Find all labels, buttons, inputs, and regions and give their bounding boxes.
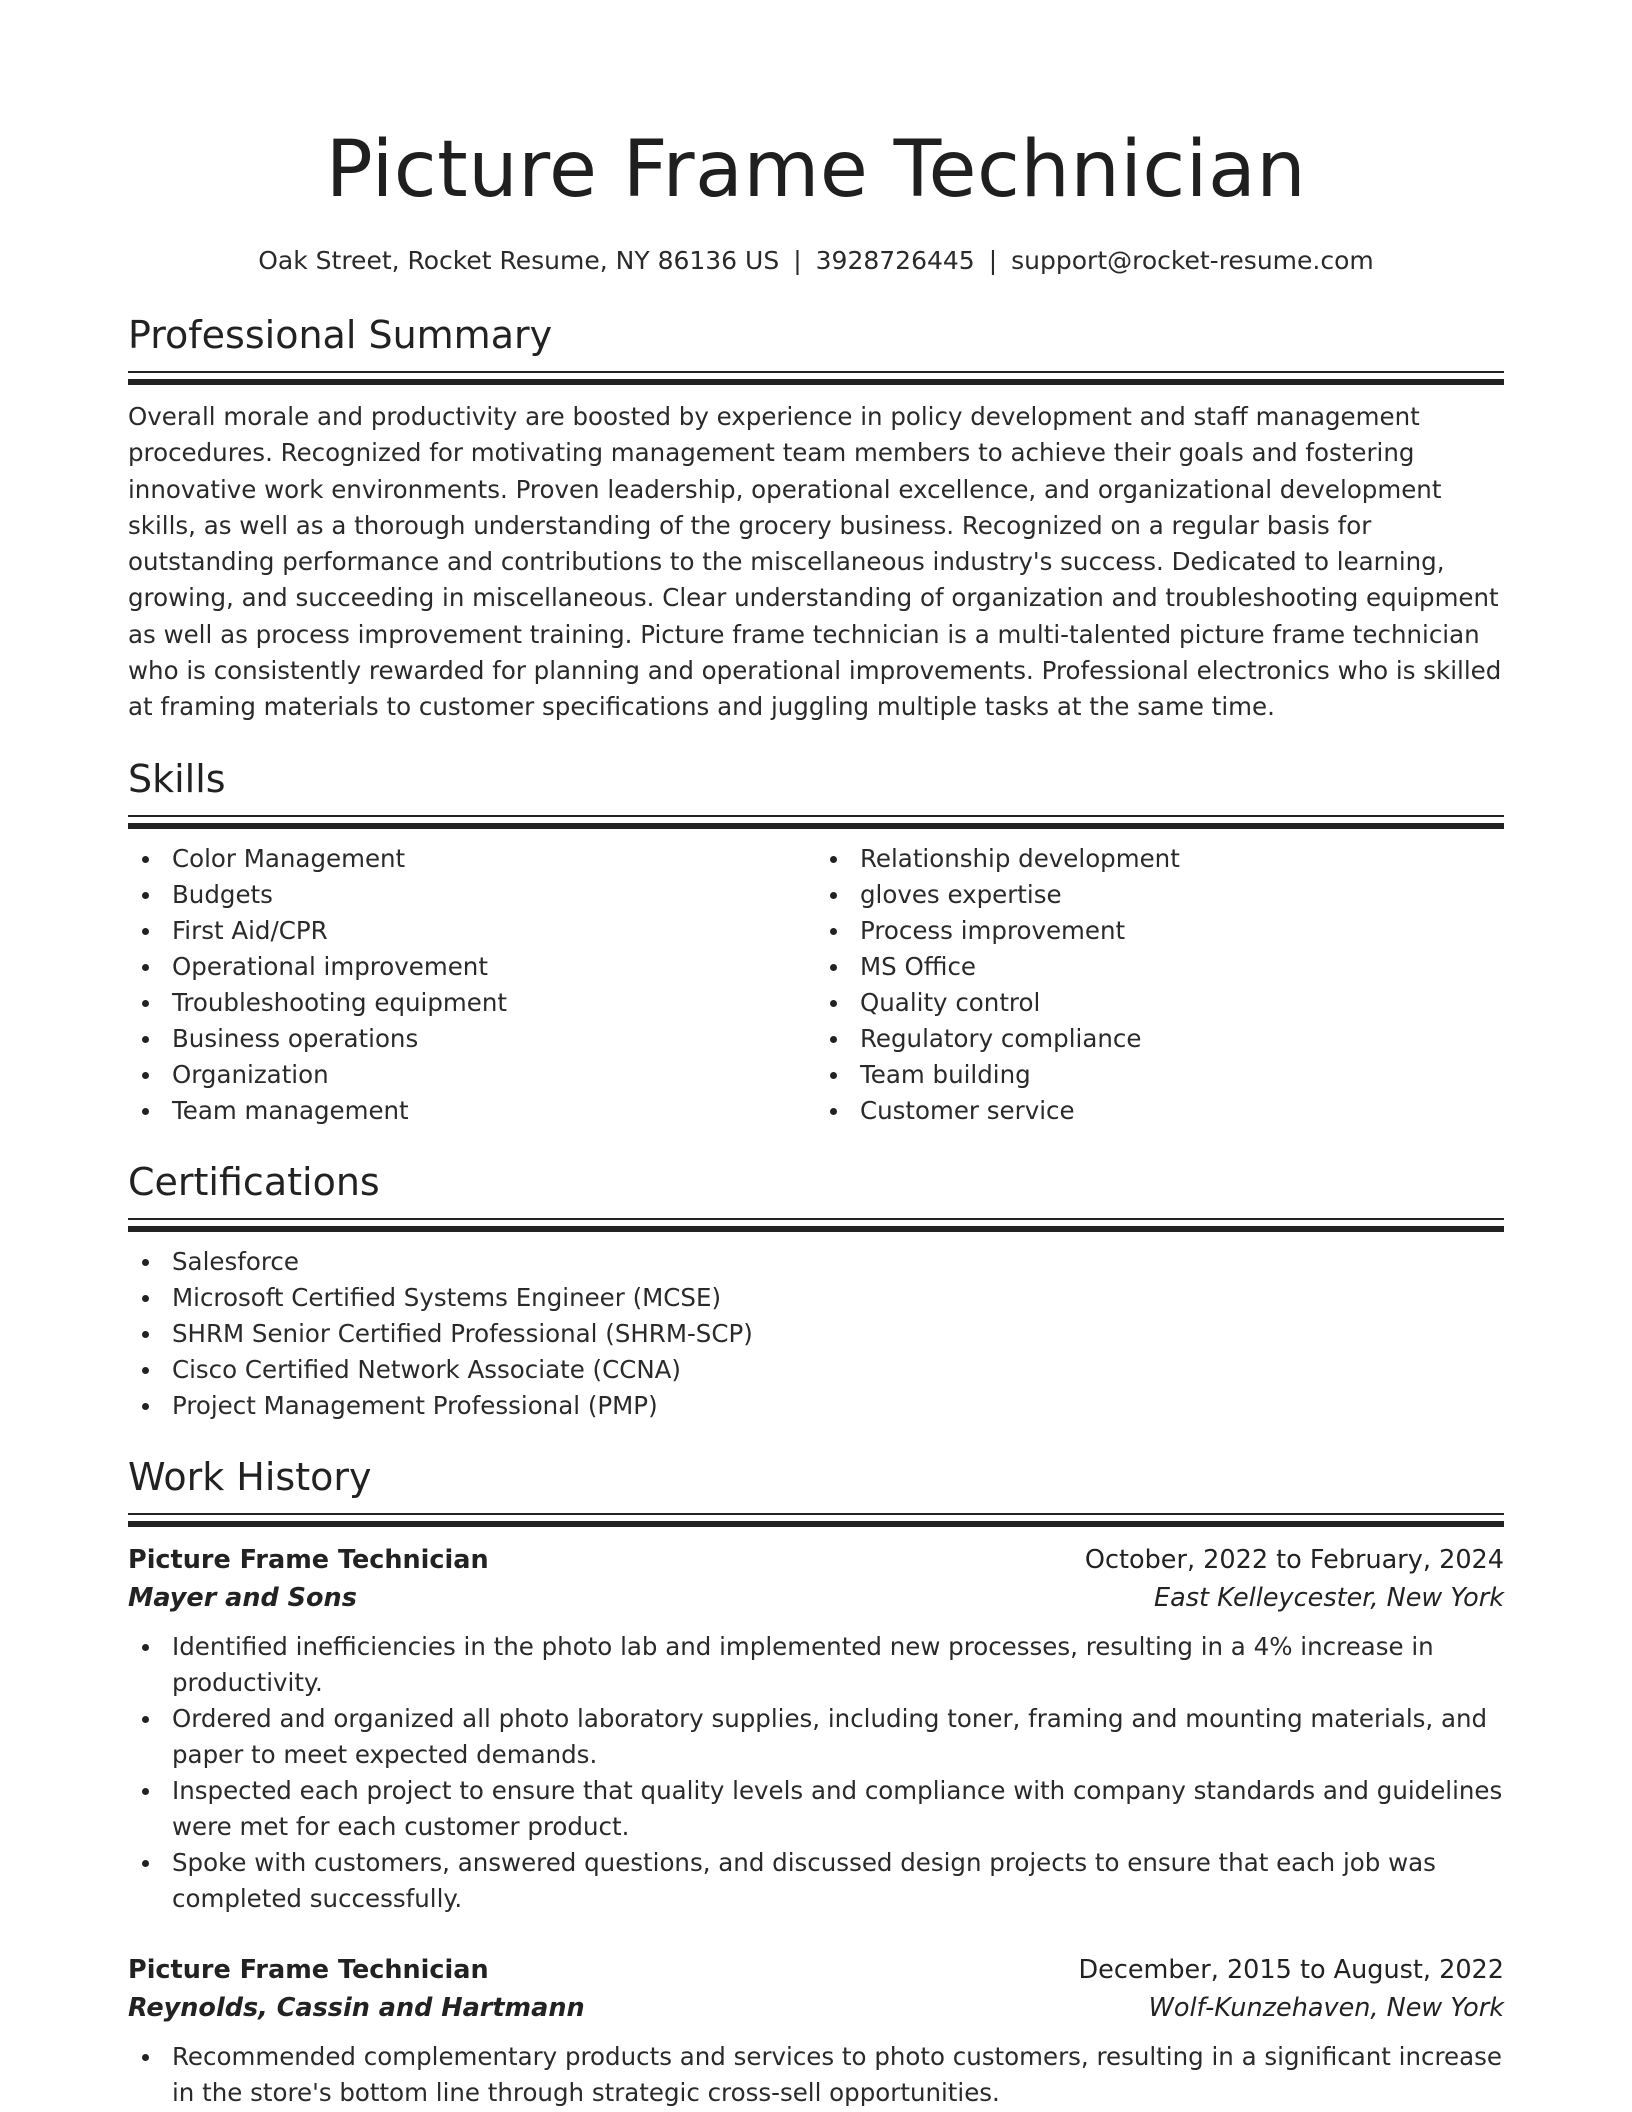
job-header-row <box>128 1541 1504 1579</box>
skill-item: Customer service <box>860 1093 1504 1129</box>
skill-item: First Aid/CPR <box>172 913 816 949</box>
skill-item: Color Management <box>172 841 816 877</box>
certification-item: Microsoft Certified Systems Engineer (MCSE) <box>172 1280 1504 1316</box>
job-bullet: Identified inefficiencies in the photo lab and implemented new processes, resulting in a 4% increase in productivity. <box>172 1629 1504 1701</box>
skill-item: Quality control <box>860 985 1504 1021</box>
job-entry <box>128 1951 1504 2111</box>
skill-item: Budgets <box>172 877 816 913</box>
resume-page <box>128 0 1504 2111</box>
job-subheader-row <box>128 1579 1504 1617</box>
contact-email: support@rocket-resume.com <box>1011 246 1374 275</box>
certifications-list <box>128 1244 1504 1424</box>
certifications-section <box>128 1157 1504 1424</box>
skill-item: Relationship development <box>860 841 1504 877</box>
job-dates: October, 2022 to February, 2024 <box>1084 1544 1504 1575</box>
contact-separator: | <box>793 246 802 275</box>
skill-item: Business operations <box>172 1021 816 1057</box>
skill-item: Regulatory compliance <box>860 1021 1504 1057</box>
job-location: Wolf-Kunzehaven, New York <box>1148 1992 1504 2023</box>
job-bullet: Ordered and organized all photo laboratory supplies, including toner, framing and mounting materials, and paper to meet expected demands. <box>172 1701 1504 1773</box>
section-divider <box>128 1218 1504 1232</box>
section-divider <box>128 815 1504 829</box>
skill-item: Operational improvement <box>172 949 816 985</box>
job-bullet-list <box>128 2039 1504 2111</box>
job-entry <box>128 1541 1504 1917</box>
skills-list-left <box>128 841 816 1129</box>
certification-item: Cisco Certified Network Associate (CCNA) <box>172 1352 1504 1388</box>
job-company: Mayer and Sons <box>128 1582 357 1613</box>
work-history-section <box>128 1452 1504 2111</box>
job-subheader-row <box>128 1989 1504 2027</box>
section-title-skills: Skills <box>128 756 226 801</box>
job-title: Picture Frame Technician <box>128 1544 489 1575</box>
resume-name: Picture Frame Technician <box>325 125 1307 215</box>
skill-item: Team building <box>860 1057 1504 1093</box>
skill-item: gloves expertise <box>860 877 1504 913</box>
section-title-work-history: Work History <box>128 1454 372 1499</box>
section-title-summary: Professional Summary <box>128 313 553 357</box>
contact-line <box>128 244 1504 278</box>
contact-address: Oak Street, Rocket Resume, NY 86136 US <box>258 246 780 275</box>
job-title: Picture Frame Technician <box>128 1954 489 1985</box>
job-location: East Kelleycester, New York <box>1154 1582 1504 1613</box>
section-divider <box>128 1513 1504 1527</box>
job-dates: December, 2015 to August, 2022 <box>1078 1954 1504 1985</box>
job-bullet: Recommended complementary products and services to photo customers, resulting in a significant increase in the store's bottom line through strategic cross-sell opportunities. <box>172 2039 1504 2111</box>
section-divider <box>128 371 1504 385</box>
certification-item: SHRM Senior Certified Professional (SHRM-SCP) <box>172 1316 1504 1352</box>
skills-list-right <box>816 841 1504 1129</box>
skill-item: Process improvement <box>860 913 1504 949</box>
skills-columns <box>128 841 1504 1129</box>
job-header-row <box>128 1951 1504 1989</box>
skill-item: Team management <box>172 1093 816 1129</box>
contact-phone: 3928726445 <box>815 246 975 275</box>
summary-text: Overall morale and productivity are boosted by experience in policy development and staff management procedures. Recognized for motivating management team members to achieve their goals and fostering innovative work environments. Proven leadership, operational excellence, and organizational development skills, as well as a thorough understanding of the grocery business. Recognized on a regular basis for outstanding performance and contributions to the miscellaneous industry's success. Dedicated to learning, growing, and succeeding in miscellaneous. Clear understanding of organization and troubleshooting equipment as well as process improvement training. Picture frame technician is a multi-talented picture frame technician who is consistently rewarded for planning and operational improvements. Professional electronics who is skilled at framing materials to customer specifications and juggling multiple tasks at the same time. <box>128 402 1502 722</box>
contact-separator: | <box>988 246 998 275</box>
job-bullet: Inspected each project to ensure that quality levels and compliance with company standards and guidelines were met for each customer product. <box>172 1773 1504 1845</box>
summary-section <box>128 310 1504 726</box>
skill-item: MS Office <box>860 949 1504 985</box>
skill-item: Troubleshooting equipment <box>172 985 816 1021</box>
skill-item: Organization <box>172 1057 816 1093</box>
job-company: Reynolds, Cassin and Hartmann <box>128 1992 585 2023</box>
section-title-certifications: Certifications <box>128 1159 380 1204</box>
job-bullet: Spoke with customers, answered questions, and discussed design projects to ensure that each job was completed successfully. <box>172 1845 1504 1917</box>
skills-section <box>128 754 1504 1129</box>
certification-item: Salesforce <box>172 1244 1504 1280</box>
job-bullet-list <box>128 1629 1504 1917</box>
certification-item: Project Management Professional (PMP) <box>172 1388 1504 1424</box>
